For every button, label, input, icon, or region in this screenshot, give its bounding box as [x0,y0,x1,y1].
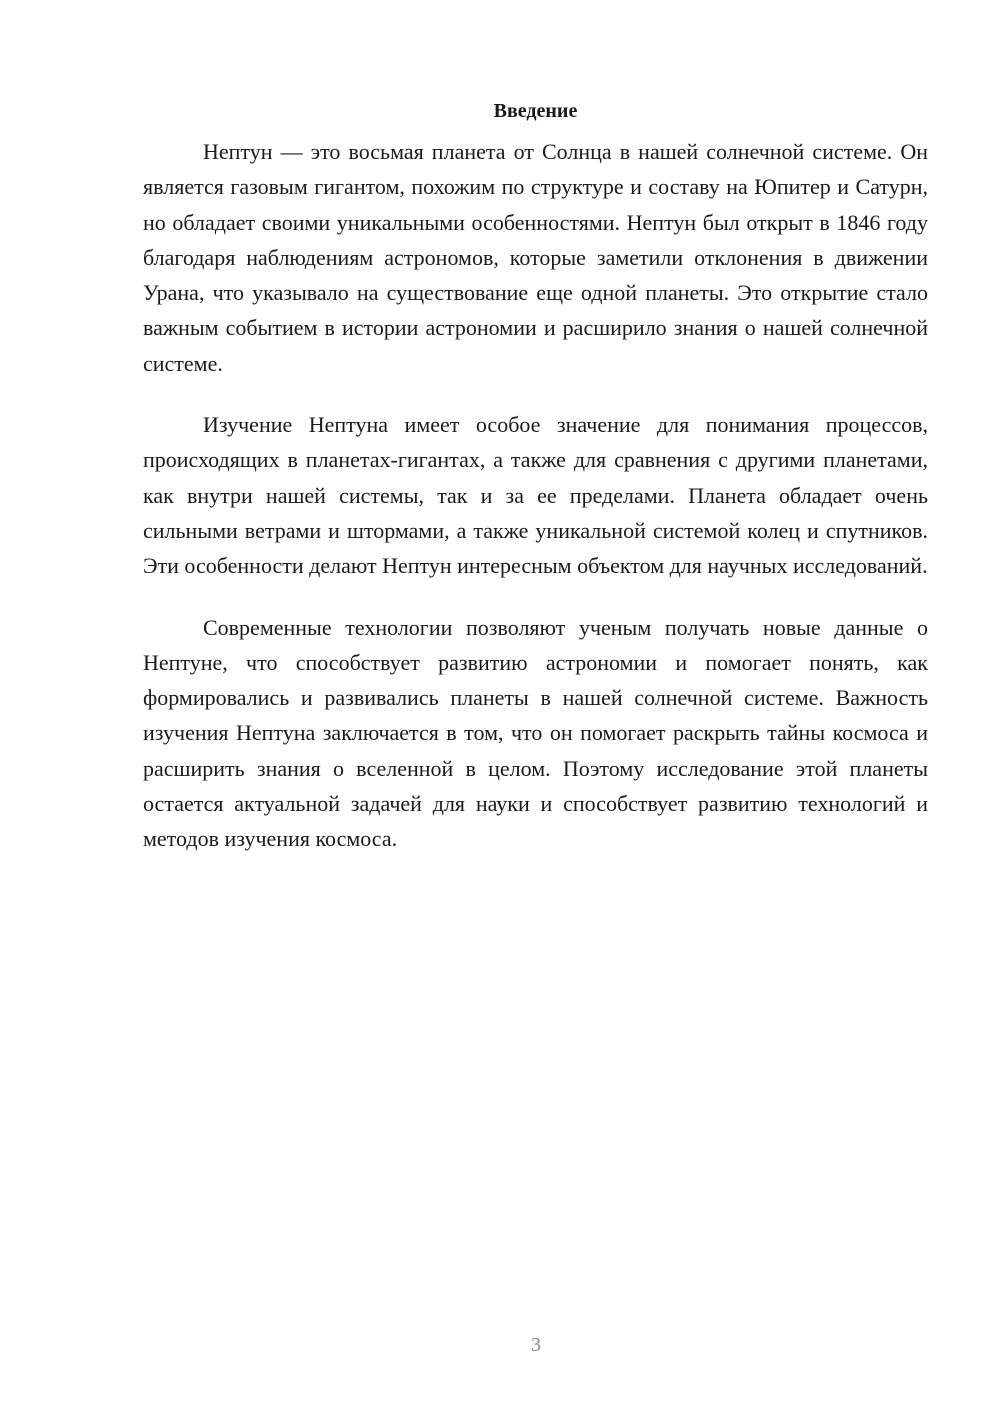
page-number: 3 [531,1334,541,1356]
page-content [143,96,928,883]
paragraph-1: Нептун — это восьмая планета от Солнца в нашей солнечной системе. Он является газовым гигантом, похожим по структуре и составу на Юпитер и Сатурн, но обладает своими уникальными особенностями. Нептун был открыт в 1846 году благодаря наблюдениям астрономов, которые заметили отклонения в движении Урана, что указывало на существование еще одной планеты. Это открытие стало важным событием в истории астрономии и расширило знания о нашей солнечной системе. [143,139,928,376]
section-heading: Введение [493,100,578,122]
paragraph-2: Изучение Нептуна имеет особое значение для понимания процессов, происходящих в планетах-гигантах, а также для сравнения с другими планетами, как внутри нашей системы, так и за ее пределами. Планета обладает очень сильными ветрами и штормами, а также уникальной системой колец и спутников. Эти особенности делают Нептун интересным объектом для научных исследований. [143,412,928,579]
paragraph-3: Современные технологии позволяют ученым получать новые данные о Нептуне, что способствует развитию астрономии и помогает понять, как формировались и развивались планеты в нашей солнечной системе. Важность изучения Нептуна заключается в том, что он помогает раскрыть тайны космоса и расширить знания о вселенной в целом. Поэтому исследование этой планеты остается актуальной задачей для науки и способствует развитию технологий и методов изучения космоса. [143,614,928,852]
